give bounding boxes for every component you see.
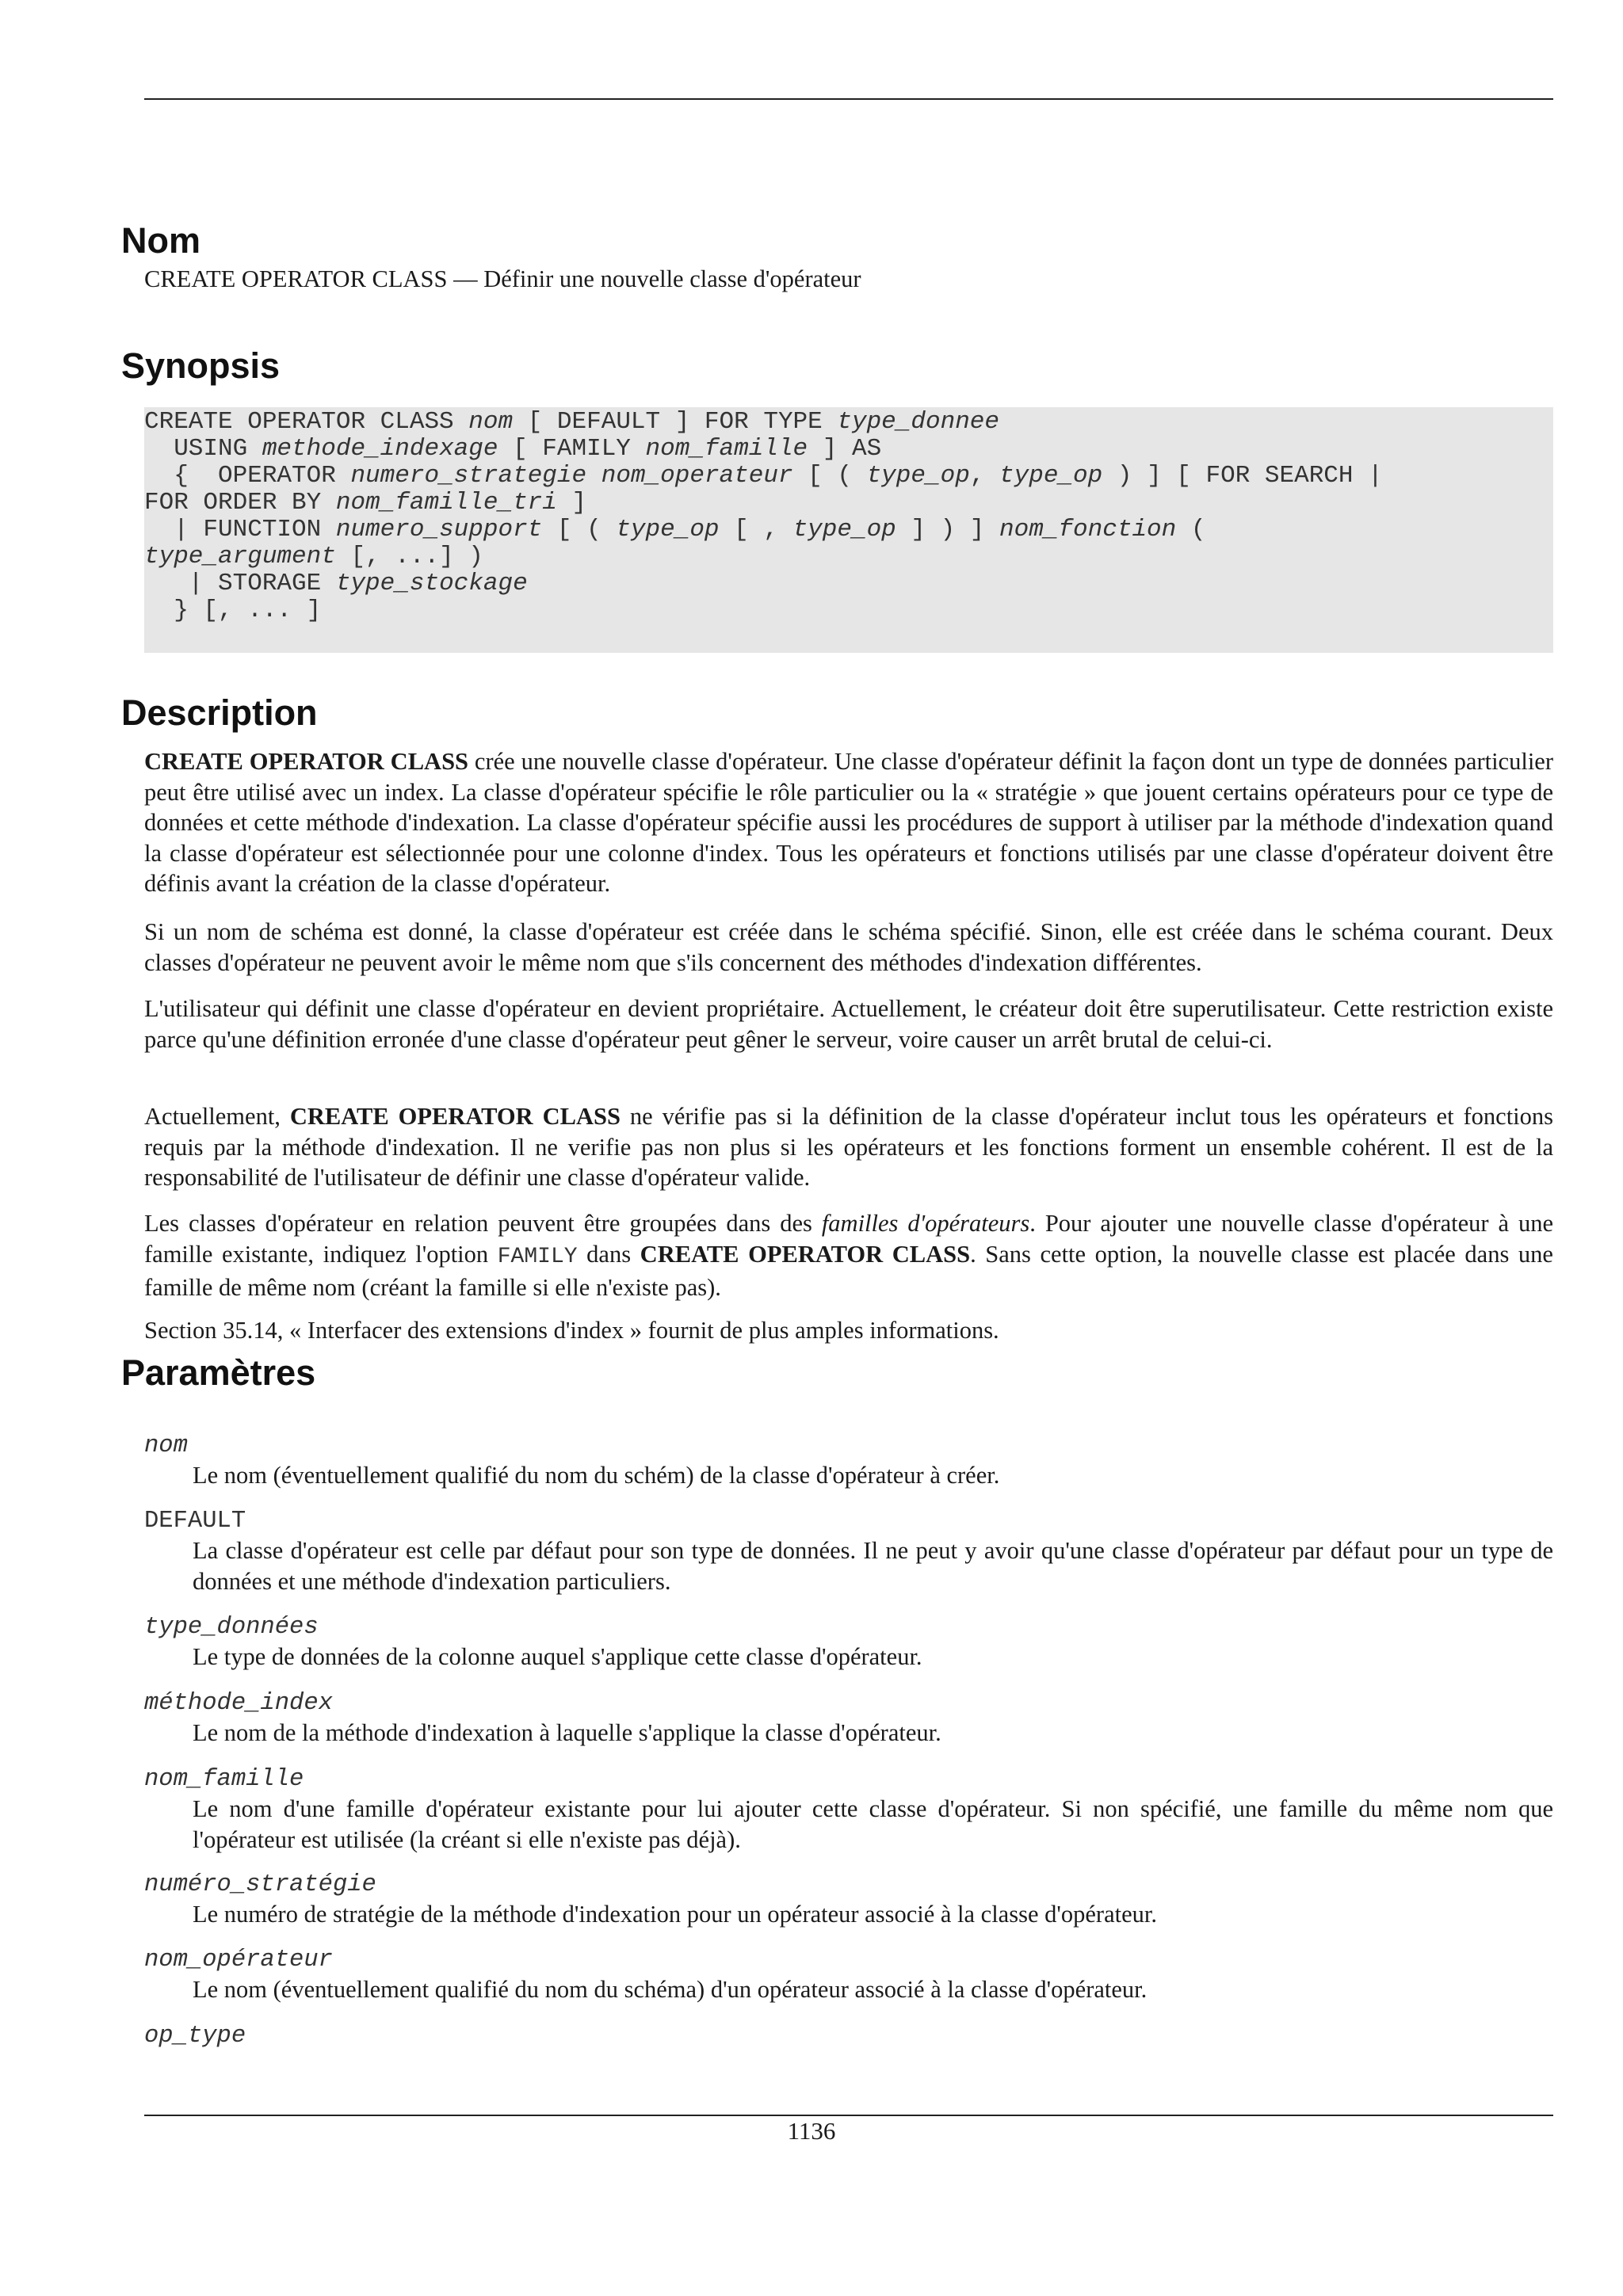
synopsis-placeholder: type_op — [792, 516, 896, 543]
synopsis-placeholder: nom_famille — [645, 435, 808, 463]
synopsis-line — [144, 570, 528, 597]
synopsis-keyword-text: ] — [556, 489, 587, 517]
synopsis-keyword-text: { OPERATOR — [144, 462, 351, 490]
synopsis-keyword-text: [ ( — [542, 516, 617, 543]
param-def-numero-strategie: Le numéro de stratégie de la méthode d'indexation pour un opérateur associé à la classe d'opérateur. — [193, 1901, 1157, 1928]
description-text: crée une nouvelle classe d'opérateur. Une classe d'opérateur définit la façon dont un type de données particulier peut être utilisé avec un index. La classe d'opérateur spécifie le rôle particulier ou la « stratégie » que jouent certains opérateurs pour ce type de données et cette méthode d'indexation. La classe d'opérateur spécifie aussi les procédures de support à utiliser par la méthode d'indexation quand la classe d'opérateur est sélectionnée pour une colonne d'index. Tous les opérateurs et fonctions utilisés par une classe d'opérateur doivent être définis avant la création de la classe d'opérateur. — [144, 748, 1553, 897]
synopsis-placeholder: type_op — [616, 516, 720, 543]
synopsis-line — [144, 462, 1383, 490]
synopsis-keyword-text: } [, ... ] — [144, 597, 322, 624]
synopsis-line — [144, 435, 881, 463]
section-heading-nom: Nom — [121, 220, 200, 261]
param-term-type-donnees: type_données — [144, 1614, 319, 1641]
description-paragraph-5 — [144, 1208, 1553, 1303]
description-text: Actuellement, — [144, 1103, 290, 1130]
synopsis-keyword-text: ] AS — [808, 435, 882, 463]
page-number: 1136 — [787, 2117, 836, 2145]
synopsis-keyword-text: [ FAMILY — [498, 435, 646, 463]
command-name: CREATE OPERATOR CLASS — [289, 1103, 621, 1130]
synopsis-keyword-text: ] ) ] — [896, 516, 1000, 543]
synopsis-placeholder: type_op — [866, 462, 970, 490]
synopsis-keyword-text: [ ( — [792, 462, 867, 490]
section-heading-description: Description — [121, 692, 318, 733]
synopsis-keyword-text: FOR ORDER BY — [144, 489, 336, 517]
param-term-nom-operateur: nom_opérateur — [144, 1947, 333, 1974]
param-def-default: La classe d'opérateur est celle par défaut pour son type de données. Il ne peut y avoir qu'une classe d'opérateur par défaut pour un type de données et une méthode d'indexation particuliers. — [193, 1537, 1553, 1595]
synopsis-line — [144, 516, 1206, 543]
description-paragraph-1 — [144, 746, 1553, 899]
synopsis-placeholder: numero_support — [335, 516, 543, 543]
synopsis-keyword-text: [, ...] ) — [335, 543, 483, 570]
param-term-numero-strategie: numéro_stratégie — [144, 1871, 376, 1898]
section-heading-synopsis: Synopsis — [121, 345, 281, 386]
synopsis-keyword-text: ( — [1176, 516, 1206, 543]
synopsis-keyword-text: , — [969, 462, 1000, 490]
synopsis-line — [144, 597, 321, 624]
description-paragraph-6: Section 35.14, « Interfacer des extensions d'index » fournit de plus amples informations. — [144, 1317, 999, 1344]
synopsis-keyword-text: USING — [144, 435, 262, 463]
synopsis-placeholder: numero_strategie — [350, 462, 587, 490]
synopsis-line — [144, 543, 483, 570]
synopsis-code — [144, 407, 1553, 624]
synopsis-keyword-text: | STORAGE — [144, 570, 336, 597]
synopsis-keyword-text: [ DEFAULT ] FOR TYPE — [513, 408, 838, 436]
description-text: dans — [577, 1240, 640, 1268]
synopsis-placeholder: type_stockage — [335, 570, 528, 597]
description-text: ne vérifie pas si la définition de la classe d'opérateur inclut tous les opérateurs et fonctions requis par la méthode d'indexation. Il ne verifie pas non plus si les opérateurs et les fonctions forment un ensemble cohérent. Il est de la responsabilité de l'utilisateur de définir une classe d'opérateur valide. — [144, 1103, 1554, 1191]
emphasis-text: familles d'opérateurs — [821, 1210, 1030, 1237]
synopsis-keyword-text: | FUNCTION — [144, 516, 336, 543]
synopsis-keyword-text: [ , — [719, 516, 793, 543]
param-term-nom: nom — [144, 1432, 188, 1459]
synopsis-placeholder: nom — [468, 408, 514, 436]
synopsis-line — [144, 489, 586, 517]
param-term-default: DEFAULT — [144, 1508, 246, 1535]
synopsis-placeholder: nom_famille_tri — [335, 489, 557, 517]
description-paragraph-4 — [144, 1101, 1553, 1193]
section-heading-parametres: Paramètres — [121, 1352, 316, 1393]
synopsis-placeholder: type_donnee — [837, 408, 1000, 436]
param-def-nom: Le nom (éventuellement qualifié du nom du schém) de la classe d'opérateur à créer. — [193, 1462, 1000, 1489]
synopsis-line — [144, 408, 999, 436]
synopsis-keyword-text: ) ] [ FOR SEARCH | — [1102, 462, 1383, 490]
nom-text: CREATE OPERATOR CLASS — Définir une nouvelle classe d'opérateur — [144, 265, 861, 292]
description-text: . Pour ajouter une nouvelle classe d'opérateur à une famille existante, indiquez l'option — [144, 1210, 1553, 1268]
command-name: CREATE OPERATOR CLASS — [144, 748, 468, 775]
header-rule — [144, 98, 1553, 100]
synopsis-placeholder: nom_fonction — [999, 516, 1177, 543]
synopsis-code-block — [144, 407, 1553, 653]
synopsis-keyword-text: CREATE OPERATOR CLASS — [144, 408, 469, 436]
param-def-nom-operateur: Le nom (éventuellement qualifié du nom du schéma) d'un opérateur associé à la classe d'opérateur. — [193, 1976, 1148, 2003]
param-term-op-type: op_type — [144, 2023, 246, 2050]
description-text: . Sans cette option, la nouvelle classe est placée dans une famille de même nom (créant la famille si elle n'existe pas). — [144, 1240, 1553, 1301]
option-code: FAMILY — [497, 1244, 578, 1269]
command-name: CREATE OPERATOR CLASS — [640, 1240, 971, 1268]
description-text: Les classes d'opérateur en relation peuvent être groupées dans des — [144, 1210, 822, 1237]
param-def-nom-famille: Le nom d'une famille d'opérateur existante pour lui ajouter cette classe d'opérateur. Si non spécifié, une famille du même nom que l'opérateur est utilisée (la créant si elle n'existe pas déjà). — [193, 1795, 1553, 1853]
param-def-methode-index: Le nom de la méthode d'indexation à laquelle s'applique la classe d'opérateur. — [193, 1719, 941, 1746]
synopsis-placeholder: nom_operateur — [601, 462, 793, 490]
param-term-nom-famille: nom_famille — [144, 1766, 304, 1793]
synopsis-placeholder: methode_indexage — [262, 435, 498, 463]
description-paragraph-2: Si un nom de schéma est donné, la classe d'opérateur est créée dans le schéma spécifié. Sinon, elle est créée dans le schéma courant. Deux classes d'opérateur ne peuvent avoir le même nom que s'ils concernent des méthodes d'indexation différentes. — [144, 918, 1553, 976]
footer-rule — [144, 2115, 1553, 2116]
param-def-type-donnees: Le type de données de la colonne auquel s'applique cette classe d'opérateur. — [193, 1643, 922, 1670]
description-paragraph-3: L'utilisateur qui définit une classe d'opérateur en devient propriétaire. Actuellement, le créateur doit être superutilisateur. Cette restriction existe parce qu'une définition erronée d'une classe d'opérateur peut gêner le serveur, voire causer un arrêt brutal de celui-ci. — [144, 995, 1553, 1053]
synopsis-keyword-text — [586, 462, 601, 490]
synopsis-placeholder: type_op — [999, 462, 1103, 490]
synopsis-placeholder: type_argument — [144, 543, 336, 570]
param-term-methode-index: méthode_index — [144, 1690, 333, 1717]
